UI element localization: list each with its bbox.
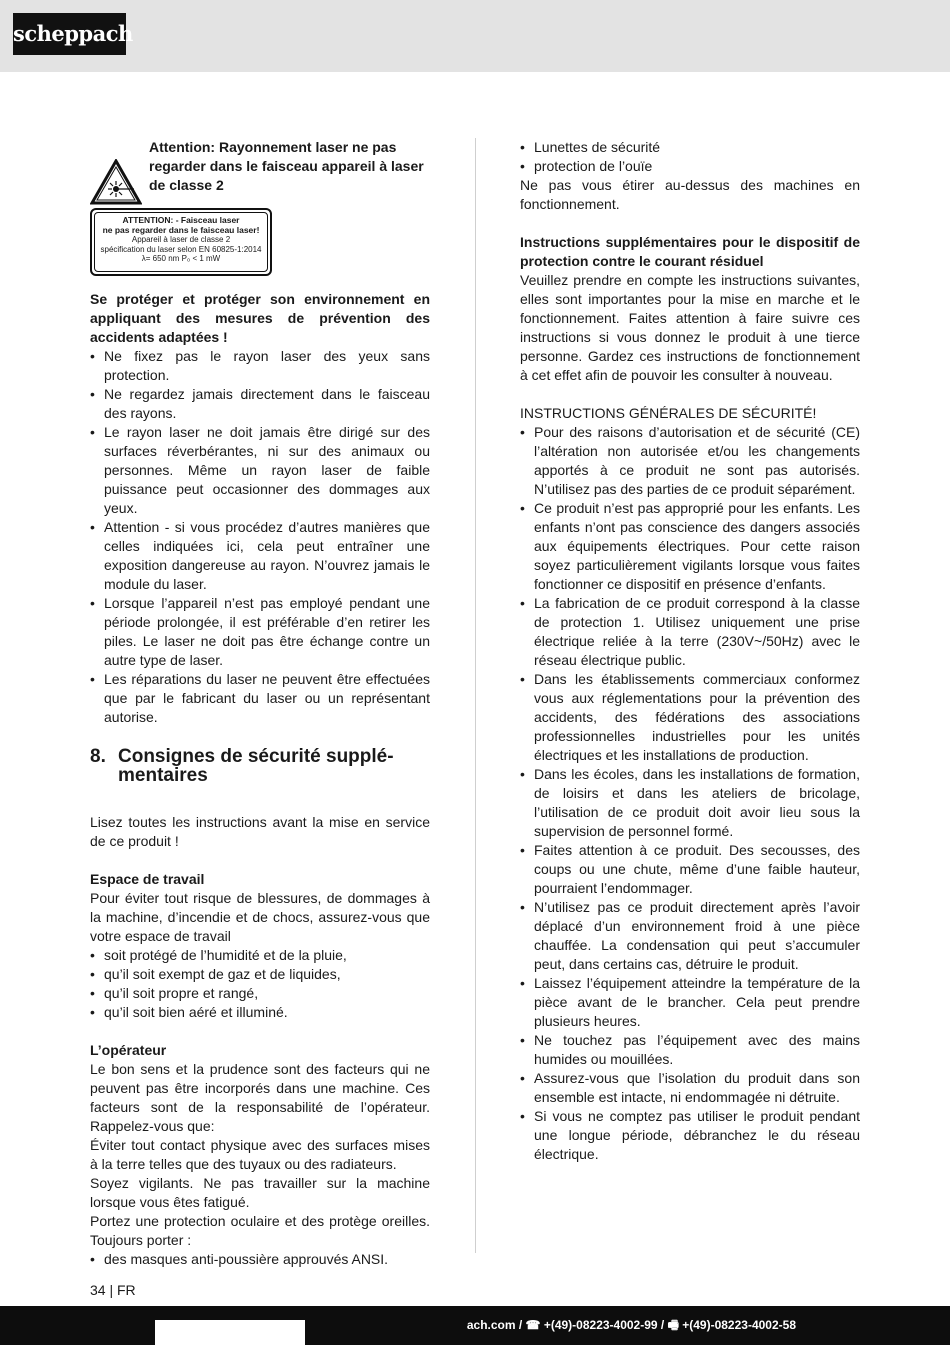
- label-line-2: ne pas regarder dans le faisceau laser!: [102, 224, 260, 235]
- list-item: • Faites attention à ce produit. Des secousses, des coups ou une chute, même d’une faible hauteur, pourraient l’endommager.: [520, 841, 860, 898]
- section-heading: [90, 747, 430, 785]
- page-number-value: 34: [90, 1282, 106, 1298]
- workspace-text: Pour éviter tout risque de blessures, de dommages à la machine, d’incendie et de chocs, assurez-vous que votre espace de travail: [90, 890, 430, 944]
- operator-paragraph-3: Soyez vigilants. Ne pas travailler sur la machine lorsque vous êtes fatigué.: [90, 1175, 430, 1210]
- ppe-list: [520, 138, 860, 176]
- protect-heading: Se protéger et protéger son environnement en appliquant des mesures de prévention des accidents adaptées !: [90, 291, 430, 345]
- list-item: • Ce produit n’est pas approprié pour les enfants. Les enfants n’ont pas conscience des dangers associés aux équipements électriques. Pour cette raison soyez particulièrement vigilants lorsque vous faites fonctionner ce dispositif en présence d’enfants.: [520, 499, 860, 594]
- list-item: • Dans les établissements commerciaux conformez vous aux réglementations pour la prévention des accidents, des fédérations des associations professionnelles industrielles pour les unités électriques et les installations de production.: [520, 670, 860, 765]
- laser-warning-icon: [90, 159, 142, 205]
- section-title-line1: Consignes de sécurité supplé-: [118, 746, 394, 767]
- page-number: 34 | FR: [90, 1282, 136, 1298]
- list-item: • Laissez l’équipement atteindre la température de la pièce avant de le brancher. Cela peut prendre plusieurs heures.: [520, 974, 860, 1031]
- section-number: 8.: [90, 746, 106, 767]
- label-line-4: spécification du laser selon EN 60825-1:2014: [100, 244, 262, 254]
- operator-heading: L’opérateur: [90, 1042, 167, 1058]
- workspace-list: [90, 946, 430, 1022]
- column-divider: [475, 138, 476, 1253]
- general-safety-heading: INSTRUCTIONS GÉNÉRALES DE SÉCURITÉ!: [520, 405, 817, 421]
- list-item: • Les réparations du laser ne peuvent être effectuées que par le fabricant du laser ou un représentant autorise.: [90, 670, 430, 727]
- footer-overlay: [155, 1320, 305, 1345]
- list-item: • soit protégé de l’humidité et de la pluie,: [90, 946, 430, 965]
- laser-warning-title: Attention: Rayonnement laser ne pas regarder dans le faisceau appareil à laser de classe 2: [149, 139, 424, 193]
- list-item: • Dans les écoles, dans les installations de formation, de loisirs et dans les ateliers de bricolage, l’utilisation de ce produit doit avoir lieu sous la supervision de personnel formé.: [520, 765, 860, 841]
- rcd-heading: Instructions supplémentaires pour le dispositif de protection contre le courant résiduel: [520, 234, 860, 269]
- general-safety-list: [520, 423, 860, 1164]
- list-item: • Lunettes de sécurité: [520, 138, 860, 157]
- list-item: • qu’il soit bien aéré et illuminé.: [90, 1003, 430, 1022]
- laser-class-label: [90, 208, 272, 276]
- list-item: • Attention - si vous procédez d’autres manières que celles indiquées ici, cela peut entraîner une exposition dangereuse au rayon. N’ouvrez jamais le module du laser.: [90, 518, 430, 594]
- list-item: • Si vous ne comptez pas utiliser le produit pendant une longue période, débranchez le du réseau électrique.: [520, 1107, 860, 1164]
- footer-contact: ach.com / ☎ +(49)-08223-4002-99 / 🖷 +(49)-08223-4002-58: [466, 1318, 796, 1332]
- language-code: FR: [117, 1282, 136, 1298]
- label-line-3: Appareil à laser de classe 2: [131, 235, 231, 244]
- reach-warning: Ne pas vous étirer au-dessus des machines en fonctionnement.: [520, 177, 860, 212]
- operator-paragraph-1: Le bon sens et la prudence sont des facteurs qui ne peuvent pas être incorporés dans une machine. Ces facteurs sont de la responsabilité de l’opérateur. Rappelez-vous que:: [90, 1061, 430, 1134]
- list-item: • La fabrication de ce produit correspond à la classe de protection 1. Utilisez uniquement une prise électrique reliée à la terre (230V~/50Hz) avec le réseau électrique public.: [520, 594, 860, 670]
- page-header: [0, 0, 950, 72]
- list-item: • Assurez-vous que l’isolation du produit dans son ensemble est intacte, ni endommagée ni détruite.: [520, 1069, 860, 1107]
- brand-logo: scheppach: [13, 13, 126, 55]
- list-item: • Pour des raisons d’autorisation et de sécurité (CE) l’altération non autorisée et/ou les changements apportés à ce produit ne sont pas autorisés. N’utilisez pas des parties de ce produit séparément.: [520, 423, 860, 499]
- rcd-text: Veuillez prendre en compte les instructions suivantes, elles sont importantes pour la mise en marche et le fonctionnement. Faites attention à faire suivre ces instructions si vous donnez le produit à une tierce personne. Gardez ces instructions de fonctionnement à cet effet afin de pouvoir les consulter à nouveau.: [520, 272, 860, 383]
- laser-warning-block: [90, 138, 430, 290]
- list-item: • Le rayon laser ne doit jamais être dirigé sur des surfaces réverbérantes, ni sur des animaux ou personnes. Même un rayon laser de faible puissance peut occasionner des dommages aux yeux.: [90, 423, 430, 518]
- footer-bar: [0, 1306, 950, 1345]
- workspace-heading: Espace de travail: [90, 871, 205, 887]
- list-item: • protection de l’ouïe: [520, 157, 860, 176]
- list-item: • qu’il soit propre et rangé,: [90, 984, 430, 1003]
- list-item: • Ne regardez jamais directement dans le faisceau des rayons.: [90, 385, 430, 423]
- right-column: [520, 138, 860, 1164]
- list-item: • Ne touchez pas l’équipement avec des mains humides ou mouillées.: [520, 1031, 860, 1069]
- label-line-5: λ= 650 nm P₀ < 1 mW: [141, 254, 221, 263]
- list-item: • Ne fixez pas le rayon laser des yeux sans protection.: [90, 347, 430, 385]
- left-column: [90, 138, 430, 1269]
- operator-paragraph-2: Éviter tout contact physique avec des surfaces mises à la terre telles que des tuyaux ou des radiateurs.: [90, 1137, 430, 1172]
- protect-list: [90, 347, 430, 727]
- operator-paragraph-4: Portez une protection oculaire et des protège oreilles. Toujours porter :: [90, 1213, 430, 1248]
- list-item: • Lorsque l’appareil n’est pas employé pendant une période prolongée, il est préférable d’en retirer les piles. Le laser ne doit pas être échange contre un autre type de laser.: [90, 594, 430, 670]
- label-line-1: ATTENTION: - Faisceau laser: [122, 215, 240, 225]
- operator-list: [90, 1250, 430, 1269]
- section-title-line2: mentaires: [118, 765, 208, 786]
- list-item: • N’utilisez pas ce produit directement après l’avoir déplacé d’un environnement froid à une pièce chauffée. La condensation qui peut s’accumuler peut, dans certains cas, détruire le produit.: [520, 898, 860, 974]
- intro-text: Lisez toutes les instructions avant la mise en service de ce produit !: [90, 814, 430, 849]
- list-item: • qu’il soit exempt de gaz et de liquides,: [90, 965, 430, 984]
- list-item: • des masques anti-poussière approuvés ANSI.: [90, 1250, 430, 1269]
